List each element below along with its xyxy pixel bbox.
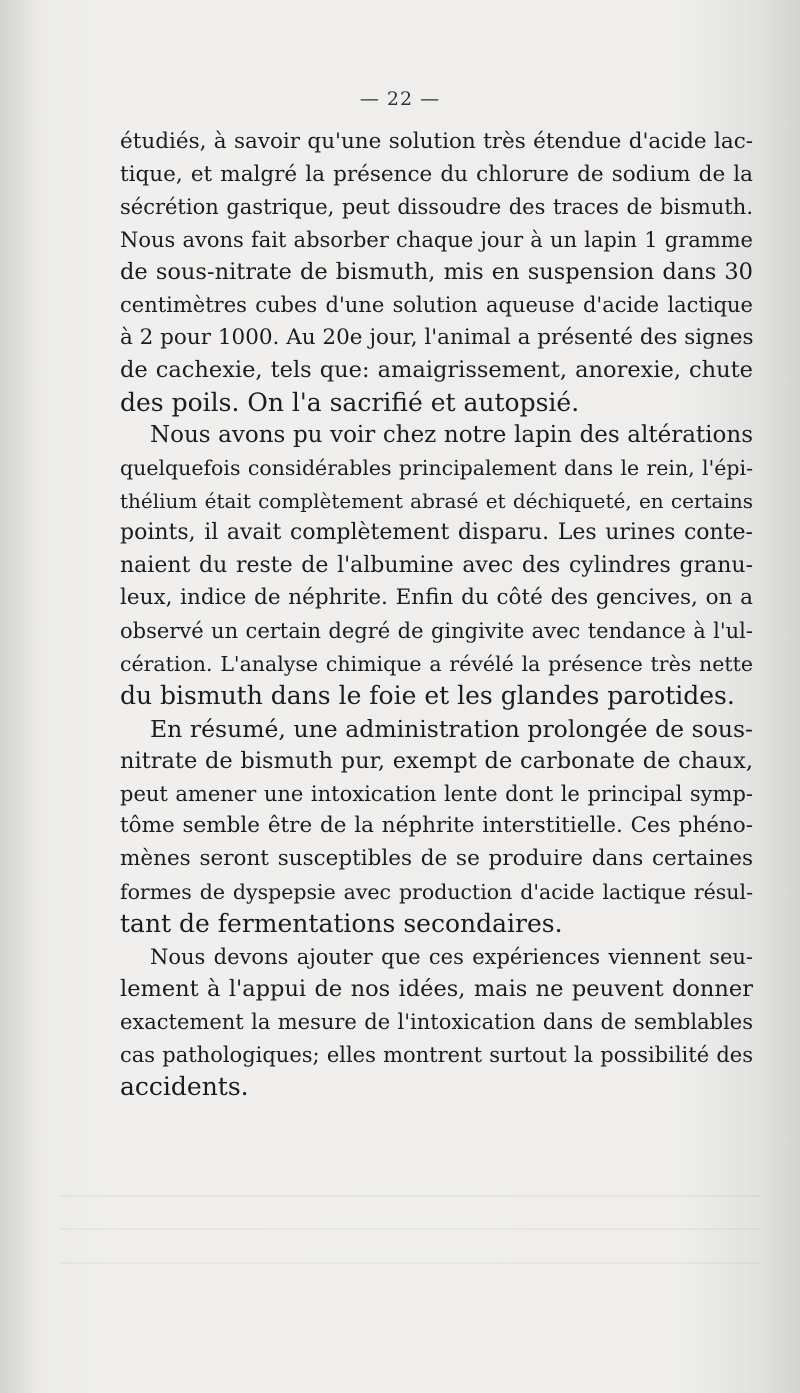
text-line: quelquefois considérables principalement dans le rein, l'épi- <box>120 455 753 480</box>
text-line: thélium était complètement abrasé et déchiqueté, en certains <box>120 488 753 513</box>
text-line: du bismuth dans le foie et les glandes parotides. <box>120 681 735 711</box>
text-line: des poils. On l'a sacrifié et autopsié. <box>120 387 580 417</box>
text-line: sécrétion gastrique, peut dissoudre des traces de bismuth. <box>120 195 753 220</box>
text-line: lement à l'appui de nos idées, mais ne peuvent donner <box>120 976 753 1003</box>
text-line: tôme semble être de la néphrite interstitielle. Ces phéno- <box>120 813 753 839</box>
text-line: Nous avons pu voir chez notre lapin des altérations <box>150 422 753 449</box>
text-line: cas pathologiques; elles montrent surtout la possibilité des <box>120 1042 753 1067</box>
text-line: naient du reste de l'albumine avec des cylindres granu- <box>120 552 753 578</box>
body-text <box>120 126 753 1104</box>
text-line: de cachexie, tels que: amaigrissement, anorexie, chute <box>120 357 753 384</box>
text-line: peut amener une intoxication lente dont le principal symp- <box>120 781 753 806</box>
show-through-shadow <box>60 1262 760 1264</box>
text-line: exactement la mesure de l'intoxication dans de semblables <box>120 1010 753 1035</box>
text-line: tant de fermentations secondaires. <box>120 909 563 939</box>
show-through-shadow <box>60 1228 760 1230</box>
text-line: tique, et malgré la présence du chlorure de sodium de la <box>120 161 753 187</box>
text-line: Nous devons ajouter que ces expériences viennent seu- <box>150 944 753 969</box>
text-line: formes de dyspepsie avec production d'acide lactique résul- <box>120 879 753 904</box>
text-line: de sous-nitrate de bismuth, mis en suspension dans 30 <box>120 259 753 286</box>
text-line: Nous avons fait absorber chaque jour à un lapin 1 gramme <box>120 227 753 252</box>
show-through-shadow <box>60 1195 760 1197</box>
text-line: leux, indice de néphrite. Enfin du côté des gencives, on a <box>120 585 753 611</box>
text-line: En résumé, une administration prolongée de sous- <box>150 714 753 743</box>
text-line: nitrate de bismuth pur, exempt de carbonate de chaux, <box>120 748 753 775</box>
text-line: accidents. <box>120 1072 249 1102</box>
text-line: centimètres cubes d'une solution aqueuse d'acide lactique <box>120 292 753 317</box>
text-line: observé un certain degré de gingivite avec tendance à l'ul- <box>120 618 753 643</box>
text-line: à 2 pour 1000. Au 20e jour, l'animal a présenté des signes <box>120 324 754 350</box>
text-line: mènes seront susceptibles de se produire dans certaines <box>120 846 753 872</box>
text-line: étudiés, à savoir qu'une solution très étendue d'acide lac- <box>120 129 753 154</box>
text-line: cération. L'analyse chimique a révélé la présence très nette <box>120 651 753 676</box>
text-line: points, il avait complètement disparu. Les urines conte- <box>120 520 753 546</box>
page-number: — 22 — <box>359 88 441 110</box>
